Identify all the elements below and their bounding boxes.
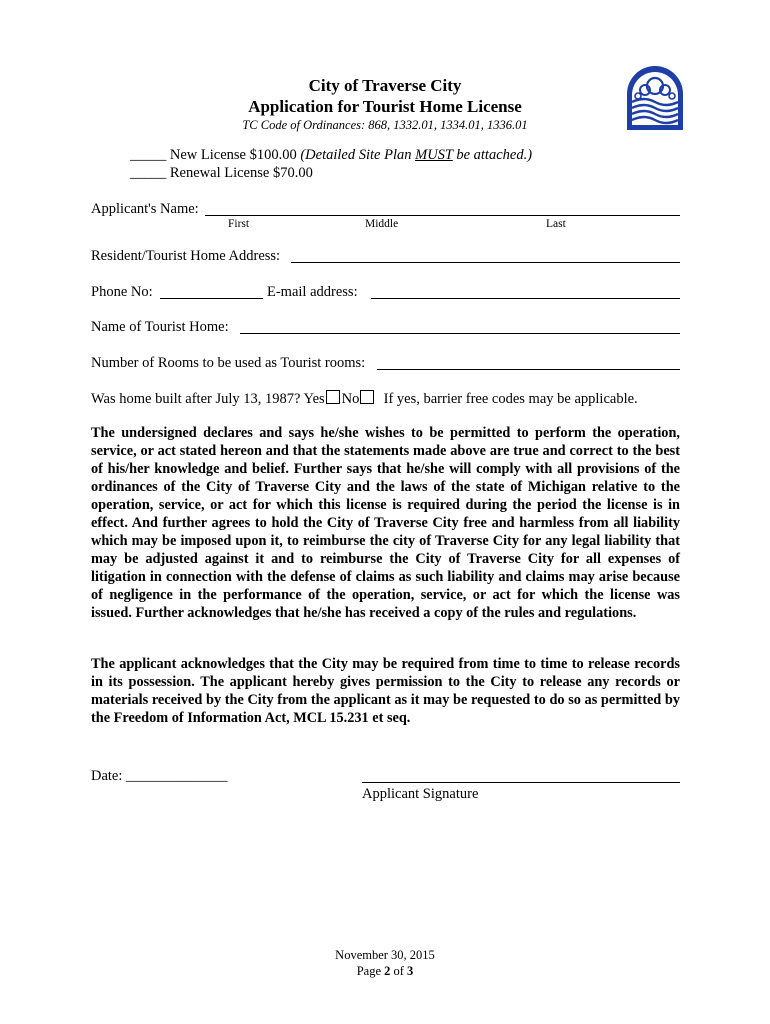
barrier-free-note: If yes, barrier free codes may be applicable. [383, 391, 638, 407]
built-question: Was home built after July 13, 1987? [91, 391, 301, 407]
yes-label: Yes [303, 391, 325, 407]
signature-field[interactable] [362, 782, 680, 783]
address-label: Resident/Tourist Home Address: [91, 248, 281, 264]
page-number [0, 964, 770, 979]
site-plan-note: (Detailed Site Plan [300, 147, 416, 163]
new-license-blank[interactable]: _____ [130, 147, 167, 163]
title-line-2: Application for Tourist Home License [248, 97, 522, 116]
foia-acknowledgement-paragraph: The applicant acknowledges that the City may be required from time to time to release records in its possession. The applicant hereby gives permission to the City to release any records or materials received by the City from the applicant as it may be requested to do so as permitted by the Freedom of Information Act, MCL 15.231 et seq. [91, 656, 680, 726]
last-name-label: Last [546, 218, 566, 230]
no-label: No [341, 391, 360, 407]
date-field[interactable]: ______________ [126, 768, 228, 784]
renewal-license-label: Renewal License $70.00 [166, 165, 313, 181]
phone-field[interactable] [160, 298, 263, 299]
no-checkbox[interactable] [360, 390, 374, 404]
ordinance-reference: TC Code of Ordinances: 868, 1332.01, 1334.01, 1336.01 [242, 118, 528, 132]
home-name-field[interactable] [240, 333, 680, 334]
page-current: 2 [384, 964, 391, 978]
home-name-label: Name of Tourist Home: [91, 319, 229, 335]
date-label: Date: [91, 768, 123, 784]
site-plan-note-end: be attached.) [452, 147, 533, 163]
built-question-row [91, 390, 638, 408]
applicant-name-label: Applicant's Name: [91, 201, 199, 217]
page-prefix: Page [356, 964, 385, 978]
new-license-label: New License $100.00 [166, 147, 301, 163]
applicant-name-field[interactable] [205, 215, 680, 216]
date-row [91, 768, 228, 785]
address-field[interactable] [291, 262, 680, 263]
declaration-paragraph: The undersigned declares and says he/she wishes to be permitted to perform the operation, service, or act stated hereon and that the statements made above are true and correct to the best of his/her knowledge and belief. Further says that he/she will comply with all provisions of the ordinances of the City of Traverse City and the laws of the state of Michigan relative to the operation, service, or act for which this license is required during the period the license is in effect. And further agrees to hold the City of Traverse City free and harmless from all liability which may be imposed upon it, to reimburse the city of Traverse City for any legal liability that may be adjusted against it and to reimburse the City of Traverse City for all expenses of litigation in connection with the defense of claims as such liability and claims may arise because of negligence in the performance of the operation, service, or act for which the license was issued. Further acknowledges that he/she has received a copy of the rules and regulations. [91, 425, 680, 621]
middle-name-label: Middle [365, 218, 399, 230]
footer-date: November 30, 2015 [335, 948, 435, 962]
yes-checkbox[interactable] [326, 390, 340, 404]
page-of: of [390, 964, 408, 978]
renewal-license-option[interactable] [130, 165, 313, 182]
rooms-label: Number of Rooms to be used as Tourist rooms: [91, 355, 366, 371]
rooms-field[interactable] [377, 369, 680, 370]
must-emphasis: MUST [415, 147, 453, 163]
email-label: E-mail address: [267, 284, 358, 300]
title-line-1: City of Traverse City [308, 76, 462, 95]
phone-label: Phone No: [91, 284, 153, 300]
signature-label: Applicant Signature [362, 786, 479, 802]
page-total: 3 [407, 964, 414, 978]
email-field[interactable] [371, 298, 680, 299]
first-name-label: First [228, 218, 250, 230]
new-license-option[interactable] [130, 147, 532, 164]
renewal-license-blank[interactable]: _____ [130, 165, 167, 181]
